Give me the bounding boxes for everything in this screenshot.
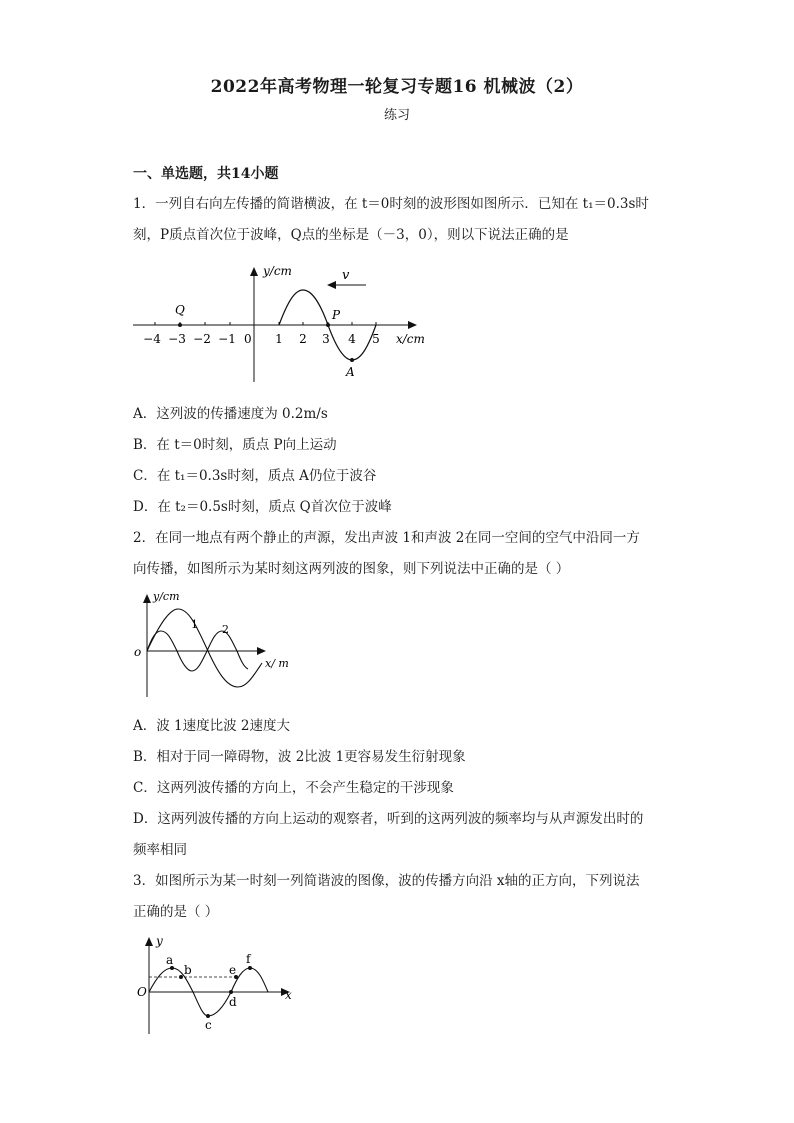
q1-x-axis-arrow: [408, 321, 417, 329]
q3-stem-line1: 3．如图所示为某一时刻一列简谐波的图像，波的传播方向沿 x轴的正方向，下列说法: [133, 873, 640, 889]
q3-wave-figure: [0, 930, 794, 1040]
q2-option-a: A．波 1速度比波 2速度大: [133, 718, 291, 734]
q2-y-axis-arrow: [143, 594, 151, 603]
q1-tick-label: −2: [193, 332, 211, 346]
q1-point-q: [178, 323, 182, 327]
q2-ylabel: y/cm: [153, 590, 180, 603]
page-subtitle: 练习: [383, 108, 410, 123]
q1-tick-label: 2: [299, 332, 307, 346]
q2-stem-line1: 2．在同一地点有两个静止的声源，发出声波 1和声波 2在同一空间的空气中沿同一方: [133, 530, 640, 546]
q1-wave-figure: [0, 258, 794, 398]
q2-wave-figure: [0, 585, 794, 705]
q3-ylabel: y: [156, 934, 163, 948]
q1-q-label: Q: [175, 303, 185, 317]
q1-tick-label: 5: [372, 332, 380, 346]
q1-point-p: [326, 323, 330, 327]
q3-label-b: b: [184, 963, 192, 977]
q1-option-c: C．在 t₁＝0.3s时刻，质点 A仍位于波谷: [133, 468, 377, 484]
q1-p-label: P: [332, 308, 341, 322]
q3-point-b: [179, 975, 183, 979]
page-title: 2022年高考物理一轮复习专题16 机械波（2）: [210, 77, 584, 97]
q1-tick-label: 1: [275, 332, 283, 346]
q2-option-b: B．相对于同一障碍物，波 2比波 1更容易发生衍射现象: [133, 749, 466, 765]
q1-tick-labels: [143, 332, 380, 346]
q3-label-c: c: [205, 1018, 212, 1032]
q1-option-b: B．在 t＝0时刻，质点 P向上运动: [133, 437, 337, 453]
q1-xlabel: x/cm: [396, 332, 425, 346]
q1-tick-label: −1: [218, 332, 236, 346]
q3-point-d: [229, 990, 233, 994]
section-heading: 一、单选题，共14小题: [133, 166, 279, 182]
q1-tick-label: 4: [348, 332, 356, 346]
q1-tick-label: 3: [322, 332, 330, 346]
q2-option-d: D．这两列波传播的方向上运动的观察者，听到的这两列波的频率均与从声源发出时的: [133, 811, 644, 827]
q1-ylabel: y/cm: [263, 264, 292, 278]
q2-wave2-label: 2: [222, 623, 229, 636]
q3-label-e: e: [229, 963, 237, 977]
q3-point-f: [248, 966, 252, 970]
q1-tick-label: −3: [168, 332, 186, 346]
q1-point-a: [350, 358, 354, 362]
q2-x-axis-arrow: [257, 647, 266, 655]
q1-option-d: D．在 t₂＝0.5s时刻，质点 Q首次位于波峰: [133, 499, 392, 515]
q3-stem-line2: 正确的是（ ）: [133, 904, 219, 920]
q2-xlabel: x/ m: [265, 657, 289, 670]
q2-option-d-cont: 频率相同: [133, 842, 187, 858]
q1-a-label: A: [346, 365, 355, 379]
q1-v-label: v: [342, 268, 350, 283]
q1-tick-label: −4: [143, 332, 161, 346]
q3-label-d: d: [229, 995, 237, 1009]
q2-wave1-label: 1: [191, 618, 198, 631]
q1-stem-line1: 1．一列自右向左传播的简谐横波，在 t＝0时刻的波形图如图所示．已知在 t₁＝0.3s时: [133, 196, 649, 212]
q1-origin-label: 0: [244, 332, 252, 346]
q2-origin-label: o: [134, 645, 142, 659]
q3-xlabel: x: [285, 988, 292, 1002]
q1-option-a: A．这列波的传播速度为 0.2m/s: [133, 406, 328, 422]
q2-option-c: C．这两列波传播的方向上，不会产生稳定的干涉现象: [133, 780, 454, 796]
q3-origin-label: O: [137, 985, 147, 999]
q1-y-axis-arrow: [250, 267, 258, 276]
q1-velocity-arrowhead: [327, 281, 336, 289]
q2-stem-line2: 向传播，如图所示为某时刻这两列波的图象，则下列说法中正确的是（ ）: [133, 561, 570, 577]
q1-stem-line2: 刻，P质点首次位于波峰，Q点的坐标是（－3，0），则以下说法正确的是: [133, 227, 569, 243]
q3-label-a: a: [166, 953, 174, 967]
q2-wave-1: [147, 609, 262, 687]
q3-label-f: f: [246, 952, 251, 966]
q3-y-axis-arrow: [145, 937, 153, 946]
